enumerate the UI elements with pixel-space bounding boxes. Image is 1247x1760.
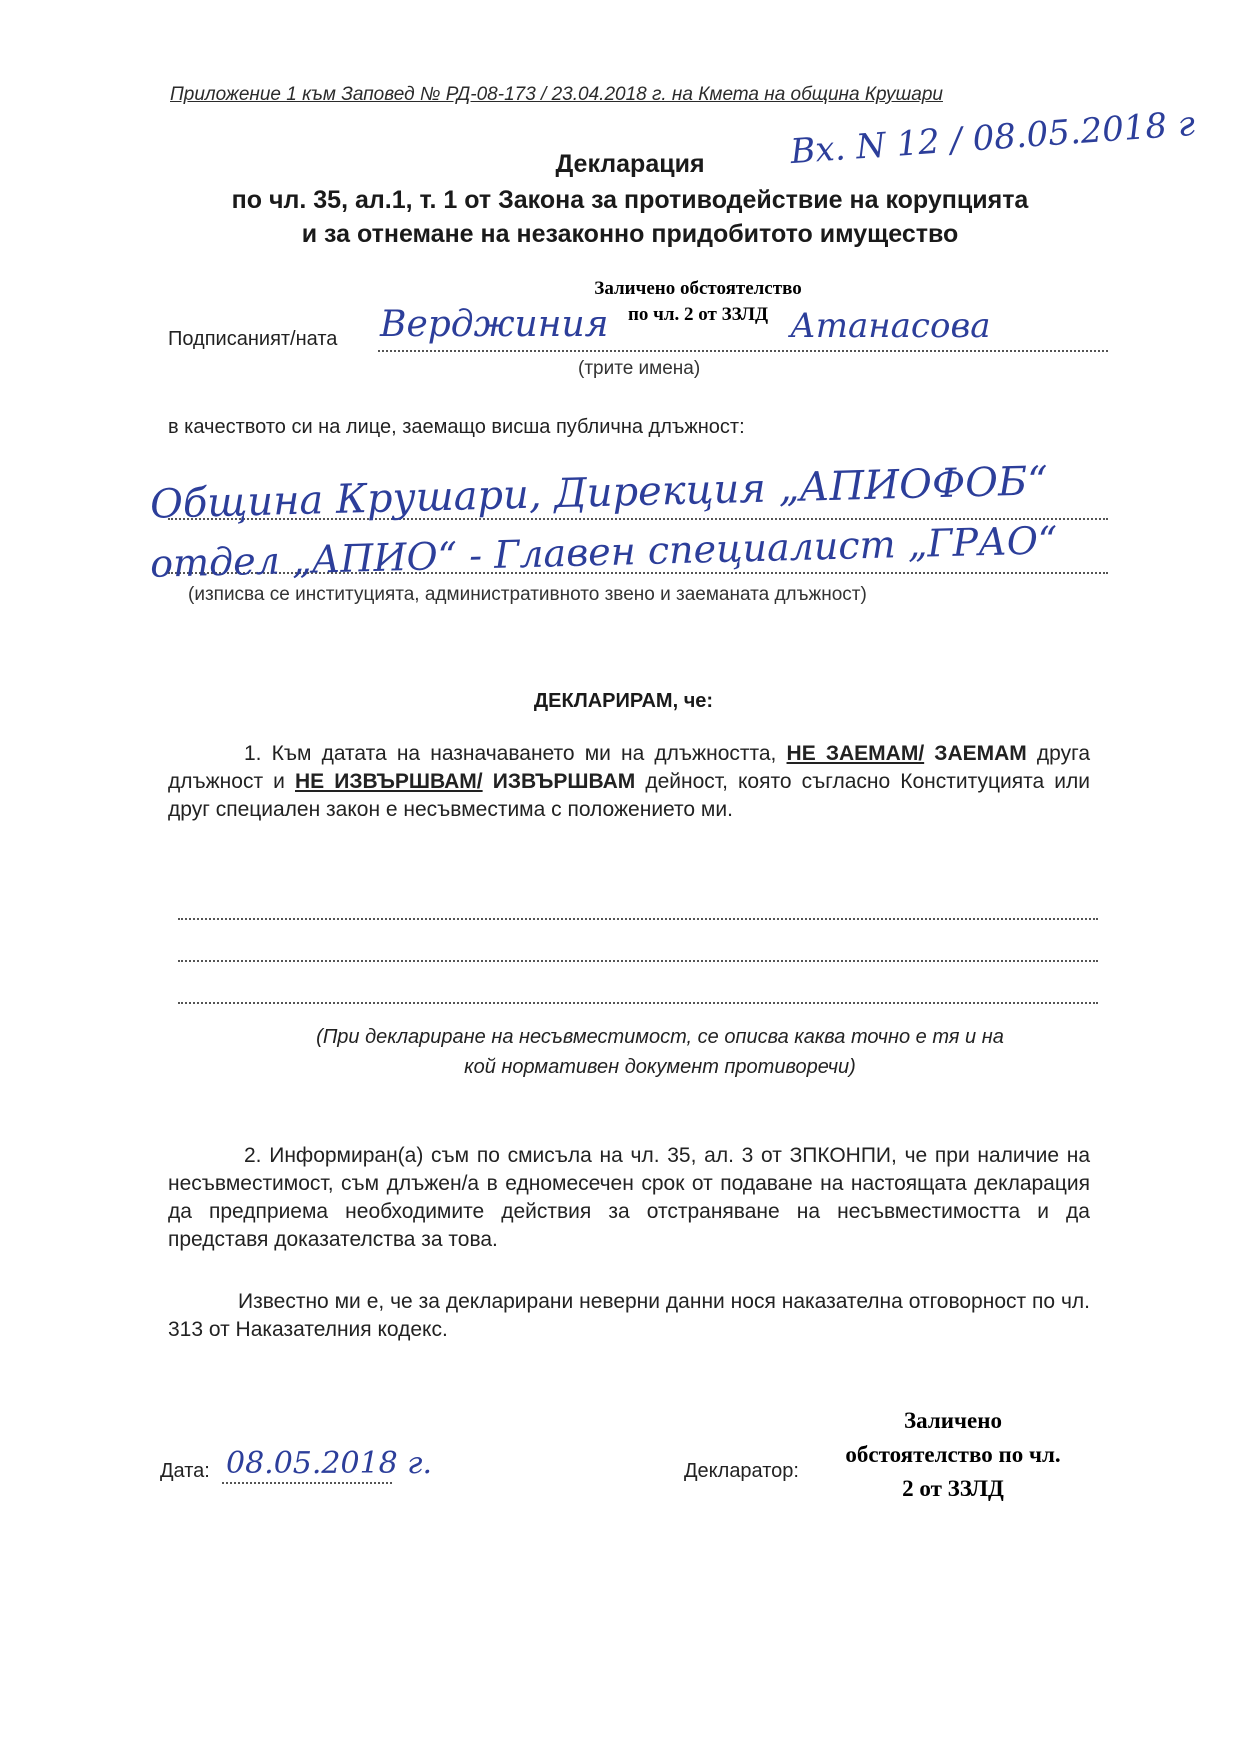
date-dotted-line <box>222 1482 392 1484</box>
liability-paragraph: Известно ми е, че за декларирани неверни данни нося наказателна отговорност по чл. 313 от Наказателния кодекс. <box>168 1290 1090 1341</box>
redaction-stamp-declarant <box>828 1404 1078 1506</box>
document-subtitle-line1: по чл. 35, ал.1, т. 1 от Закона за противодействие на корупцията <box>231 186 1029 214</box>
item1-text-c: дейност, която съгласно Конституцията или друг специален закон е несъвместима с положението ми. <box>168 770 1090 821</box>
declare-heading: ДЕКЛАРИРАМ, че: <box>533 690 714 712</box>
blank-dotted-line-1 <box>178 918 1098 920</box>
declarant-label: Декларатор: <box>684 1460 799 1482</box>
redaction-declarant-line3: 2 от ЗЗЛД <box>902 1476 1004 1501</box>
redaction-stamp-line1: Заличено обстоятелство <box>594 278 802 299</box>
position-handwritten-line2: отдел „АПИО“ - Главен специалист „ГРАО“ <box>149 518 1058 586</box>
item1-performing: ИЗВЪРШВАМ <box>492 770 636 793</box>
annex-reference: Приложение 1 към Заповед № РД-08-173 / 23.04.2018 г. на Кмета на община Крушари <box>170 84 943 105</box>
date-value: 08.05.2018 г. <box>226 1446 433 1481</box>
blank-dotted-line-2 <box>178 960 1098 962</box>
full-name-caption: (трите имена) <box>578 358 701 379</box>
incompatibility-note-line2: кой нормативен документ противоречи) <box>464 1056 856 1078</box>
item1-text-a: 1. Към датата на назначаването ми на длъжността, <box>244 742 777 765</box>
item1-paragraph <box>168 740 1090 824</box>
position-label: в качеството си на лице, заемащо висша публична длъжност: <box>168 416 745 438</box>
position-caption: (изписва се институцията, административното звено и заеманата длъжност) <box>188 584 867 605</box>
item1-holding: ЗАЕМАМ <box>934 742 1027 765</box>
item2-paragraph: 2. Информиран(а) съм по смисъла на чл. 35, ал. 3 от ЗПКОНПИ, че при наличие на несъвместимост, съм длъжен/а в едномесечен срок от подаване на настоящата декларация да предприема необходимите действия за отстраняване на несъвместимостта и да представя доказателства за това. <box>168 1144 1090 1251</box>
item1-text-b: друга длъжност и <box>168 742 1090 793</box>
incompatibility-note-line1: (При деклариране на несъвместимост, се описва каква точно е тя и на <box>316 1026 1004 1048</box>
incompatibility-note <box>200 1022 1120 1082</box>
incoming-number: Вх. N 12 / 08.05.2018 г <box>789 103 1197 173</box>
signatory-first-name: Верджиния <box>380 304 609 345</box>
redaction-stamp-line2: по чл. 2 от ЗЗЛД <box>627 304 769 325</box>
item1-not-performing: НЕ ИЗВЪРШВАМ/ <box>295 770 483 793</box>
blank-dotted-line-3 <box>178 1002 1098 1004</box>
document-title: Декларация <box>555 150 705 178</box>
signatory-label: Подписаният/ната <box>168 328 338 350</box>
document-subtitle-line2: и за отнемане на незаконно придобитото имущество <box>301 220 959 248</box>
signatory-dotted-line <box>378 350 1108 352</box>
signatory-last-name: Атанасова <box>790 306 991 346</box>
date-label: Дата: <box>160 1460 210 1482</box>
position-handwritten-line1: Община Крушари, Дирекция „АПИОФОБ“ <box>149 458 1049 528</box>
redaction-declarant-line1: Заличено <box>904 1408 1002 1433</box>
item1-not-holding: НЕ ЗАЕМАМ/ <box>786 742 925 765</box>
redaction-declarant-line2: обстоятелство по чл. <box>845 1442 1061 1467</box>
